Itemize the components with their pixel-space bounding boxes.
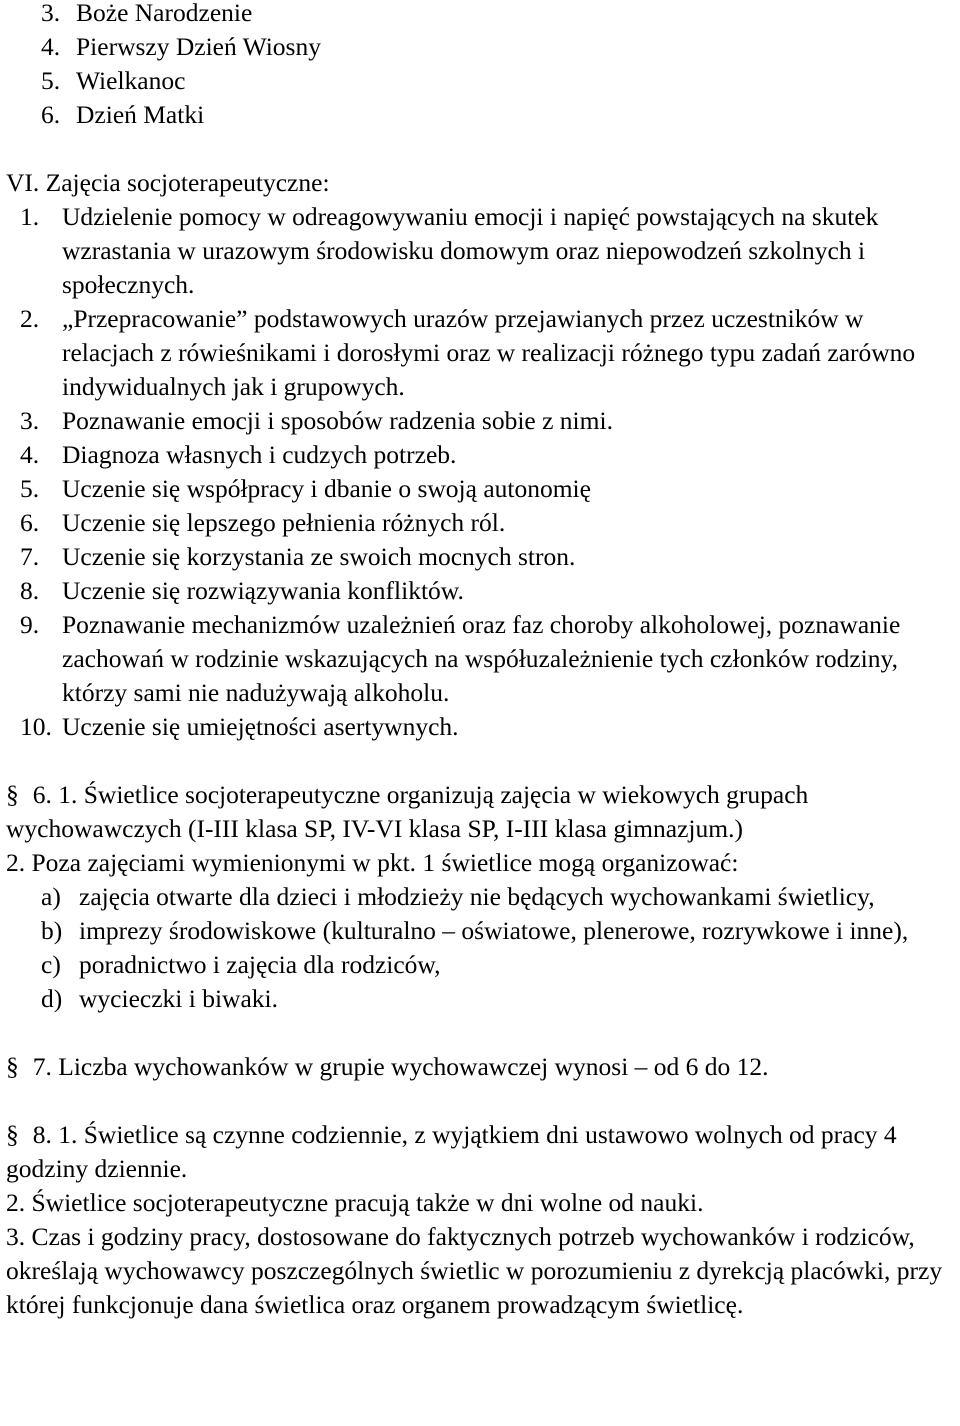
list-item-number: 7. [20, 542, 40, 571]
list-item-text: Boże Narodzenie [76, 0, 253, 27]
section-sign: § [6, 1052, 19, 1081]
list-item [0, 506, 960, 540]
list-item [0, 200, 960, 302]
list-item-text: Uczenie się rozwiązywania konfliktów. [62, 576, 464, 605]
list-item [0, 710, 960, 744]
list-item [0, 30, 960, 64]
list-item-text: „Przepracowanie” podstawowych urazów przejawianych przez uczestników w relacjach z rówieśnikami i dorosłymi oraz w realizacji różnego typu zadań zarówno indywidualnych jak i grupowych. [62, 304, 916, 401]
paragraph-8-point-2: 2. Świetlice socjoterapeutyczne pracują także w dni wolne od nauki. [6, 1188, 704, 1217]
section-sign: § [6, 780, 19, 809]
list-item-text: Wielkanoc [76, 66, 186, 95]
list-item [0, 64, 960, 98]
paragraph-7 [0, 1050, 960, 1084]
paragraph-6-text: § 6. 1. Świetlice socjoterapeutyczne organizują zajęcia w wiekowych grupach wychowawczych (I-III klasa SP, IV-VI klasa SP, I-III klasa gimnazjum.) [6, 780, 809, 843]
section-heading: VI. Zajęcia socjoterapeutyczne: [6, 168, 330, 197]
list-item-number: 4. [41, 32, 61, 61]
list-item [0, 880, 960, 914]
list-item-text: Uczenie się korzystania ze swoich mocnych stron. [62, 542, 576, 571]
list-item-text: Poznawanie mechanizmów uzależnień oraz faz choroby alkoholowej, poznawanie zachowań w rodzinie wskazujących na współuzależnienie tych członków rodziny, którzy sami nie nadużywają alkoholu. [62, 610, 901, 707]
list-item-text: Diagnoza własnych i cudzych potrzeb. [62, 440, 457, 469]
list-item-number: 5. [41, 66, 61, 95]
list-item-number: 5. [20, 474, 40, 503]
paragraph-7-text: 7. Liczba wychowanków w grupie wychowawczej wynosi – od 6 do 12. [32, 1052, 769, 1081]
list-item-letter: a) [41, 882, 61, 911]
list-item-letter: b) [41, 916, 63, 945]
list-item-number: 8. [20, 576, 40, 605]
list-item-text: Poznawanie emocji i sposobów radzenia sobie z nimi. [62, 406, 613, 435]
paragraph-6 [0, 778, 960, 1016]
list-item-text: zajęcia otwarte dla dzieci i młodzieży nie będących wychowankami świetlicy, [79, 882, 875, 911]
list-item-text: wycieczki i biwaki. [79, 984, 278, 1013]
holiday-list [0, 0, 960, 132]
list-item-text: Pierwszy Dzień Wiosny [76, 32, 321, 61]
list-item-letter: d) [41, 984, 63, 1013]
list-item [0, 0, 960, 30]
list-item [0, 982, 960, 1016]
paragraph-8-point-1: § 8. 1. Świetlice są czynne codziennie, z wyjątkiem dni ustawowo wolnych od pracy 4 godziny dziennie. [6, 1120, 897, 1183]
list-item [0, 438, 960, 472]
paragraph-8 [0, 1118, 960, 1322]
list-item [0, 948, 960, 982]
section-vi [0, 166, 960, 744]
paragraph-6-point-2: 2. Poza zajęciami wymienionymi w pkt. 1 świetlice mogą organizować: [6, 848, 739, 877]
list-item-text: Uczenie się współpracy i dbanie o swoją autonomię [62, 474, 591, 503]
paragraph-8-point-3: 3. Czas i godziny pracy, dostosowane do faktycznych potrzeb wychowanków i rodziców, określają wychowawcy poszczególnych świetlic w porozumieniu z dyrekcją placówki, przy której funkcjonuje dana świetlica oraz organem prowadzącym świetlicę. [6, 1222, 943, 1319]
list-item-text: poradnictwo i zajęcia dla rodziców, [79, 950, 441, 979]
list-item-number: 4. [20, 440, 40, 469]
list-item [0, 574, 960, 608]
list-item-number: 3. [20, 406, 40, 435]
list-item-text: Uczenie się umiejętności asertywnych. [62, 712, 459, 741]
list-item [0, 608, 960, 710]
section-sign: § [6, 1120, 19, 1149]
list-item-text: imprezy środowiskowe (kulturalno – oświatowe, plenerowe, rozrywkowe i inne), [79, 916, 909, 945]
list-item [0, 98, 960, 132]
list-item-letter: c) [41, 950, 61, 979]
list-item-text: Dzień Matki [76, 100, 205, 129]
list-item-number: 2. [20, 304, 40, 333]
list-item-text: Udzielenie pomocy w odreagowywaniu emocji i napięć powstających na skutek wzrastania w urazowym środowisku domowym oraz niepowodzeń szkolnych i społecznych. [62, 202, 879, 299]
list-item-number: 1. [20, 202, 40, 231]
list-item [0, 914, 960, 948]
list-item-number: 6. [41, 100, 61, 129]
list-item-text: Uczenie się lepszego pełnienia różnych ról. [62, 508, 506, 537]
list-item-number: 3. [41, 0, 61, 27]
list-item-number: 9. [20, 610, 40, 639]
list-item [0, 302, 960, 404]
list-item [0, 540, 960, 574]
list-item-number: 10. [20, 712, 52, 741]
list-item-number: 6. [20, 508, 40, 537]
list-item [0, 404, 960, 438]
list-item [0, 472, 960, 506]
